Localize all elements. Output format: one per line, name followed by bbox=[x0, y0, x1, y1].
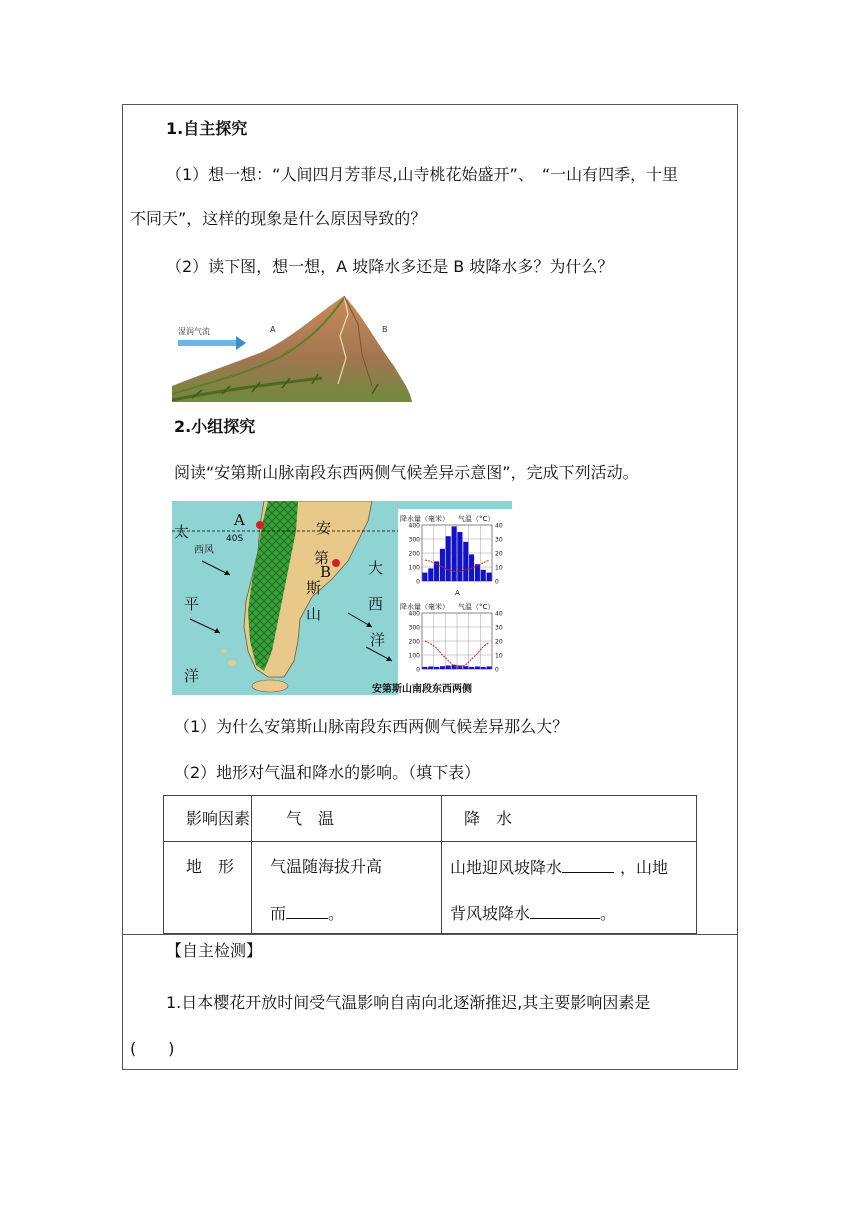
table-row-label-terrain: 地 形 bbox=[186, 857, 235, 876]
andes-char-3: 斯 bbox=[306, 579, 322, 597]
mountain-slope-figure bbox=[172, 294, 412, 402]
temp-answer-line1: 气温随海拔升高 bbox=[270, 857, 383, 876]
latitude-label: 40S bbox=[226, 534, 244, 544]
chart-b-precip-bar bbox=[487, 666, 492, 669]
westerly-label: 西风 bbox=[194, 545, 214, 556]
figure-caption: 安第斯山南段东西两侧 bbox=[372, 684, 472, 695]
andes-char-1: 安 bbox=[316, 519, 332, 537]
chart-precip-axis-label-b: 降水量（毫米） bbox=[400, 603, 449, 611]
chart-a-right-tick: 10 bbox=[495, 564, 503, 572]
chart-a-precip-bar bbox=[452, 526, 457, 581]
chart-a-precip-bar bbox=[422, 573, 427, 581]
chart-b-precip-bar bbox=[481, 667, 486, 669]
check-question-1-line1: 1.日本樱花开放时间受气温影响自南向北逐渐推迟,其主要影响因素是 bbox=[166, 993, 651, 1012]
chart-a-precip-bar bbox=[481, 570, 486, 581]
chart-b-left-tick: 0 bbox=[416, 666, 420, 674]
chart-a-left-tick: 400 bbox=[408, 522, 420, 530]
chart-b-left-tick: 100 bbox=[408, 652, 420, 660]
chart-a-right-tick: 20 bbox=[495, 550, 503, 558]
chart-precip-axis-label: 降水量（毫米） bbox=[400, 515, 449, 523]
chart-b-precip-bar bbox=[434, 667, 439, 669]
chart-a-precip-bar bbox=[487, 573, 492, 581]
self-check-title: 【自主检测】 bbox=[166, 941, 263, 960]
chart-b-right-tick: 40 bbox=[495, 610, 503, 618]
chart-a-left-tick: 200 bbox=[408, 550, 420, 558]
table-header-temperature: 气 温 bbox=[286, 809, 335, 828]
chart-temp-axis-label-b: 气温（°C） bbox=[458, 603, 495, 611]
chart-b-right-tick: 30 bbox=[495, 624, 503, 632]
chart-a-right-tick: 0 bbox=[495, 578, 499, 586]
chart-a-right-tick: 40 bbox=[495, 522, 503, 530]
table-header-factor: 影响因素 bbox=[186, 809, 251, 828]
windward-blank[interactable] bbox=[562, 856, 614, 873]
chart-b-left-tick: 400 bbox=[408, 610, 420, 618]
precip-answer-line2: 背风坡降水 。 bbox=[450, 904, 617, 923]
chart-a-precip-bar bbox=[463, 542, 468, 581]
terrain-influence-table bbox=[163, 795, 697, 934]
chart-b-precip-bar bbox=[463, 666, 468, 669]
temp-answer-line2: 而 。 bbox=[270, 904, 345, 923]
map-point-b: B bbox=[320, 563, 332, 581]
chart-b-right-tick: 20 bbox=[495, 638, 503, 646]
chart-b-precip-bar bbox=[428, 666, 433, 669]
andes-climate-figure bbox=[172, 501, 512, 695]
pacific-char-3: 洋 bbox=[184, 667, 200, 685]
chart-b-right-tick: 0 bbox=[495, 666, 499, 674]
section-divider bbox=[122, 934, 738, 935]
chart-b-precip-bar bbox=[422, 667, 427, 669]
andes-char-2: 第 bbox=[314, 549, 330, 567]
chart-b-precip-bar bbox=[446, 666, 451, 670]
chart-temp-axis-label: 气温（°C） bbox=[458, 515, 495, 523]
atlantic-char-1: 大 bbox=[368, 559, 384, 577]
chart-b-precip-bar bbox=[469, 667, 474, 669]
chart-a-right-tick: 30 bbox=[495, 536, 503, 544]
precip-answer-line1: 山地迎风坡降水 ，山地 bbox=[450, 858, 669, 877]
question-2: （2）读下图，想一想，A 坡降水多还是 B 坡降水多？为什么？ bbox=[166, 257, 614, 276]
chart-a-left-tick: 300 bbox=[408, 536, 420, 544]
chart-b-left-tick: 300 bbox=[408, 624, 420, 632]
chart-b-precip-bar bbox=[440, 666, 445, 669]
map-point-a: A bbox=[234, 511, 245, 529]
chart-a-left-tick: 100 bbox=[408, 564, 420, 572]
section1-title: 1.自主探究 bbox=[166, 119, 248, 138]
pacific-char-1: 太 bbox=[174, 523, 190, 541]
question-1-line1: （1）想一想：“人间四月芳菲尽,山寺桃花始盛开”、 “一山有四季，十里 bbox=[166, 165, 679, 184]
atlantic-char-2: 西 bbox=[368, 595, 384, 613]
chart-a-precip-bar bbox=[440, 549, 445, 581]
andes-char-4: 山 bbox=[306, 605, 322, 623]
chart-a-precip-bar bbox=[428, 568, 433, 581]
airflow-label: 湿润气流 bbox=[178, 327, 210, 336]
table-header-precipitation: 降 水 bbox=[464, 809, 513, 828]
check-question-1-line2: ( ) bbox=[130, 1039, 175, 1058]
section2-title: 2.小组探究 bbox=[174, 417, 256, 436]
pacific-char-2: 平 bbox=[184, 595, 200, 613]
atlantic-char-3: 洋 bbox=[370, 631, 386, 649]
chart-b-left-tick: 200 bbox=[408, 638, 420, 646]
temp-blank[interactable] bbox=[286, 902, 328, 919]
chart-b-right-tick: 10 bbox=[495, 652, 503, 660]
slope-a-label: A bbox=[270, 325, 276, 334]
chart-a-precip-bar bbox=[457, 532, 462, 581]
chart-a-precip-bar bbox=[446, 536, 451, 581]
leeward-blank[interactable] bbox=[530, 902, 600, 919]
slope-b-label: B bbox=[382, 325, 388, 334]
question-1-line2: 不同天”，这样的现象是什么原因导致的？ bbox=[130, 209, 427, 228]
section2-question-1: （1）为什么安第斯山脉南段东西两侧气候差异那么大？ bbox=[174, 717, 569, 736]
section2-intro: 阅读“安第斯山脉南段东西两侧气候差异示意图”，完成下列活动。 bbox=[174, 463, 639, 482]
chart-a-label: A bbox=[455, 589, 460, 597]
chart-b-precip-bar bbox=[475, 666, 480, 669]
chart-a-left-tick: 0 bbox=[416, 578, 420, 586]
section2-question-2: （2）地形对气温和降水的影响。（填下表） bbox=[174, 763, 481, 782]
chart-a-precip-bar bbox=[475, 564, 480, 581]
